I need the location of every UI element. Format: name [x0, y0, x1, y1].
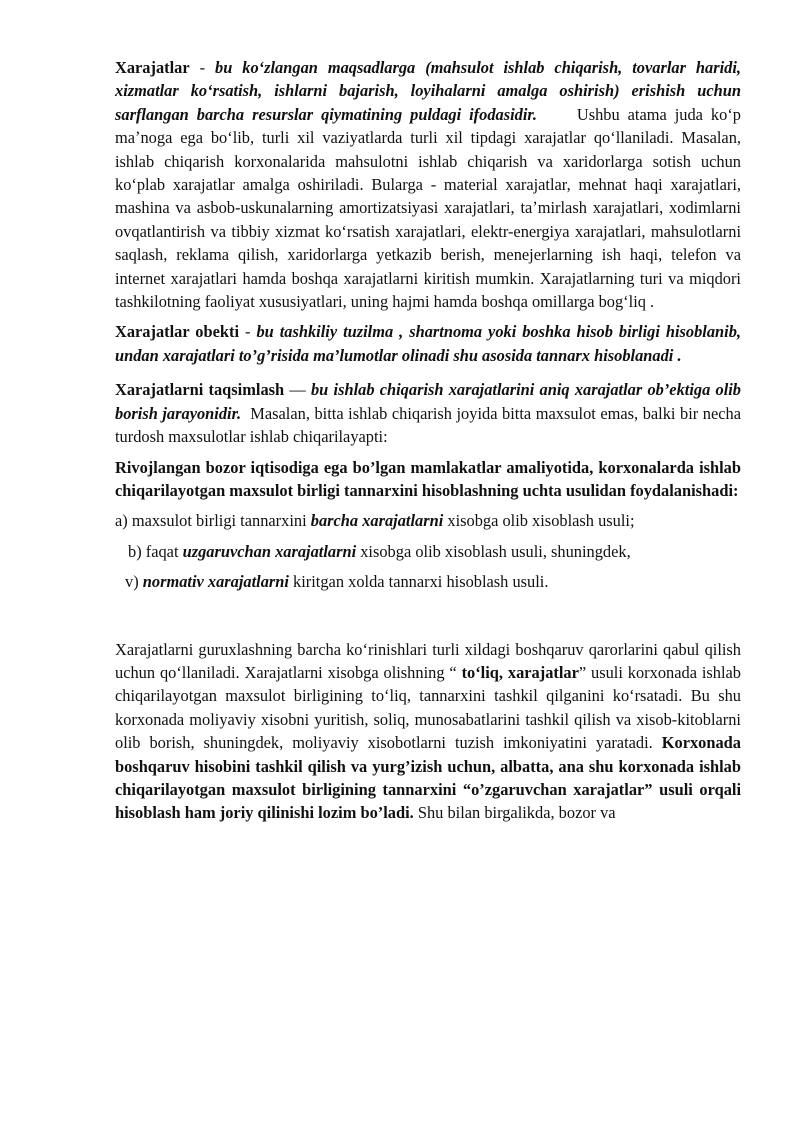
definition-xarajatlar-obekti: bu tashkiliy tuzilma , shartnoma yoki boshka hisob birligi hisoblanib, undan xarajatlari to’g’risida ma’lumotlar olinadi shu asosida tannarx hisoblanadi . [115, 322, 741, 365]
paragraph-body: Masalan, bitta ishlab chiqarish joyida bitta maxsulot emas, balki bir necha turdosh maxsulotlar ishlab chiqarilayapti: [115, 403, 742, 447]
list-item-v [115, 570, 741, 593]
list-item-text: kiritgan xolda tannarxi hisoblash usuli. [288, 572, 549, 592]
list-item-text: xisobga olib xisoblash usuli, shuningdek, [356, 541, 631, 561]
document-page [115, 56, 741, 825]
term-xarajatlarni-taqsimlash: Xarajatlarni taqsimlash [115, 380, 285, 400]
definition-xarajatlarni-taqsimlash: bu ishlab chiqarish xarajatlarini aniq xarajatlar ob’ektiga olib borish jarayonidir. [115, 380, 741, 423]
list-item-text: a) maxsulot birligi tannarxini [115, 511, 311, 531]
list-item-emphasis: normativ xarajatlarni [142, 572, 289, 592]
paragraph-xarajatlarni-taqsimlash [115, 378, 741, 448]
paragraph-body: ” usuli korxonada ishlab chiqarilayotgan maxsulot birligining toʻliq, tannarxini tashkil qilganini koʻrsatadi. Bu shu korxonada moliyaviy xisobni yuritish, soliq, munosabatlarini tashkil qilish va xisob-kitoblarni olib borish, shuningdek, moliyaviy xisobotlarni tuzish imkoniyatini yaratadi. [115, 662, 742, 753]
list-item-text: b) faqat [128, 541, 183, 561]
list-item-text: xisobga olib xisoblash usuli; [443, 511, 635, 531]
list-item-a [115, 509, 741, 532]
paragraph-xarajatlar-definition [115, 56, 741, 313]
paragraph-xarajatlar-obekti [115, 320, 741, 367]
paragraph-guruxlash [115, 638, 741, 825]
term-xarajatlar-obekti: Xarajatlar obekti [115, 322, 240, 342]
paragraph-emphasis: Korxonada boshqaruv hisobini tashkil qilish va yurg’izish uchun, albatta, ana shu korxonada ishlab chiqarilayotgan maxsulot birligining tannarxini “o’zgaruvchan xarajatlar” usuli orqali hisoblash ham joriy qilinishi lozim bo’ladi. [115, 733, 741, 823]
definition-xarajatlar: bu koʻzlangan maqsadlarga (mahsulot ishlab chiqarish, tovarlar haridi, xizmatlar koʻrsatish, ishlarni bajarish, loyihalarni amalga oshirish) erishish uchun sarflangan barcha resurslar qiymatining puldagi ifodasidir. [115, 58, 741, 124]
term-dash: - [189, 58, 216, 77]
paragraph-body: Shu bilan birgalikda, bozor va [413, 803, 616, 823]
paragraph-body: Xarajatlarni guruxlashning barcha koʻrinishlari turli xildagi boshqaruv qarorlarini qabul qilish uchun qoʻllaniladi. Xarajatlarni xisobga olishning “ [115, 639, 741, 682]
list-item-b [115, 540, 741, 563]
paragraph-emphasis: toʻliq, xarajatlar [461, 662, 579, 682]
list-item-emphasis: uzgaruvchan xarajatlarni [182, 541, 357, 561]
term-xarajatlar: Xarajatlar [115, 58, 190, 77]
list-item-text: v) [125, 572, 143, 592]
term-dash: — [284, 380, 311, 400]
term-dash: - [239, 322, 257, 342]
paragraph-body: Ushbu atama juda koʻp maʼnoga ega boʻlib, turli xil vaziyatlarda turli xil tipdagi xarajatlar qoʻllaniladi. Masalan, ishlab chiqarish korxonalarida mahsulotni ishlab chiqarish va xaridorlarga sotish uchun koʻplab xarajatlar amalga oshiriladi. Bularga - material xarajatlar, mehnat haqi xarajatlari, mashina va asbob-uskunalarning amortizatsiyasi xarajatlari, taʼmirlash xarajatlari, xodimlarni ovqatlantirish va tibbiy xizmat koʻrsatish xarajatlari, elektr-energiya xarajatlari, mahsulotlarni saqlash, reklama qilish, xaridorlarga yetkazib berish, menejerlarning ish haqi, telefon va internet xarajatlari hamda boshqa xarajatlarni kiritish mumkin. Xarajatlarning turi va miqdori tashkilotning faoliyat xususiyatlari, uning hajmi hamda boshqa omillarga bogʻliq . [115, 104, 741, 312]
paragraph-tannarx-usullari: Rivojlangan bozor iqtisodiga ega bo’lgan mamlakatlar amaliyotida, korxonalarda ishlab chiqarilayotgan maxsulot birligi tannarxini hisoblashning uchta usulidan foydalanishadi: [115, 457, 741, 500]
list-item-emphasis: barcha xarajatlarni [310, 511, 444, 531]
